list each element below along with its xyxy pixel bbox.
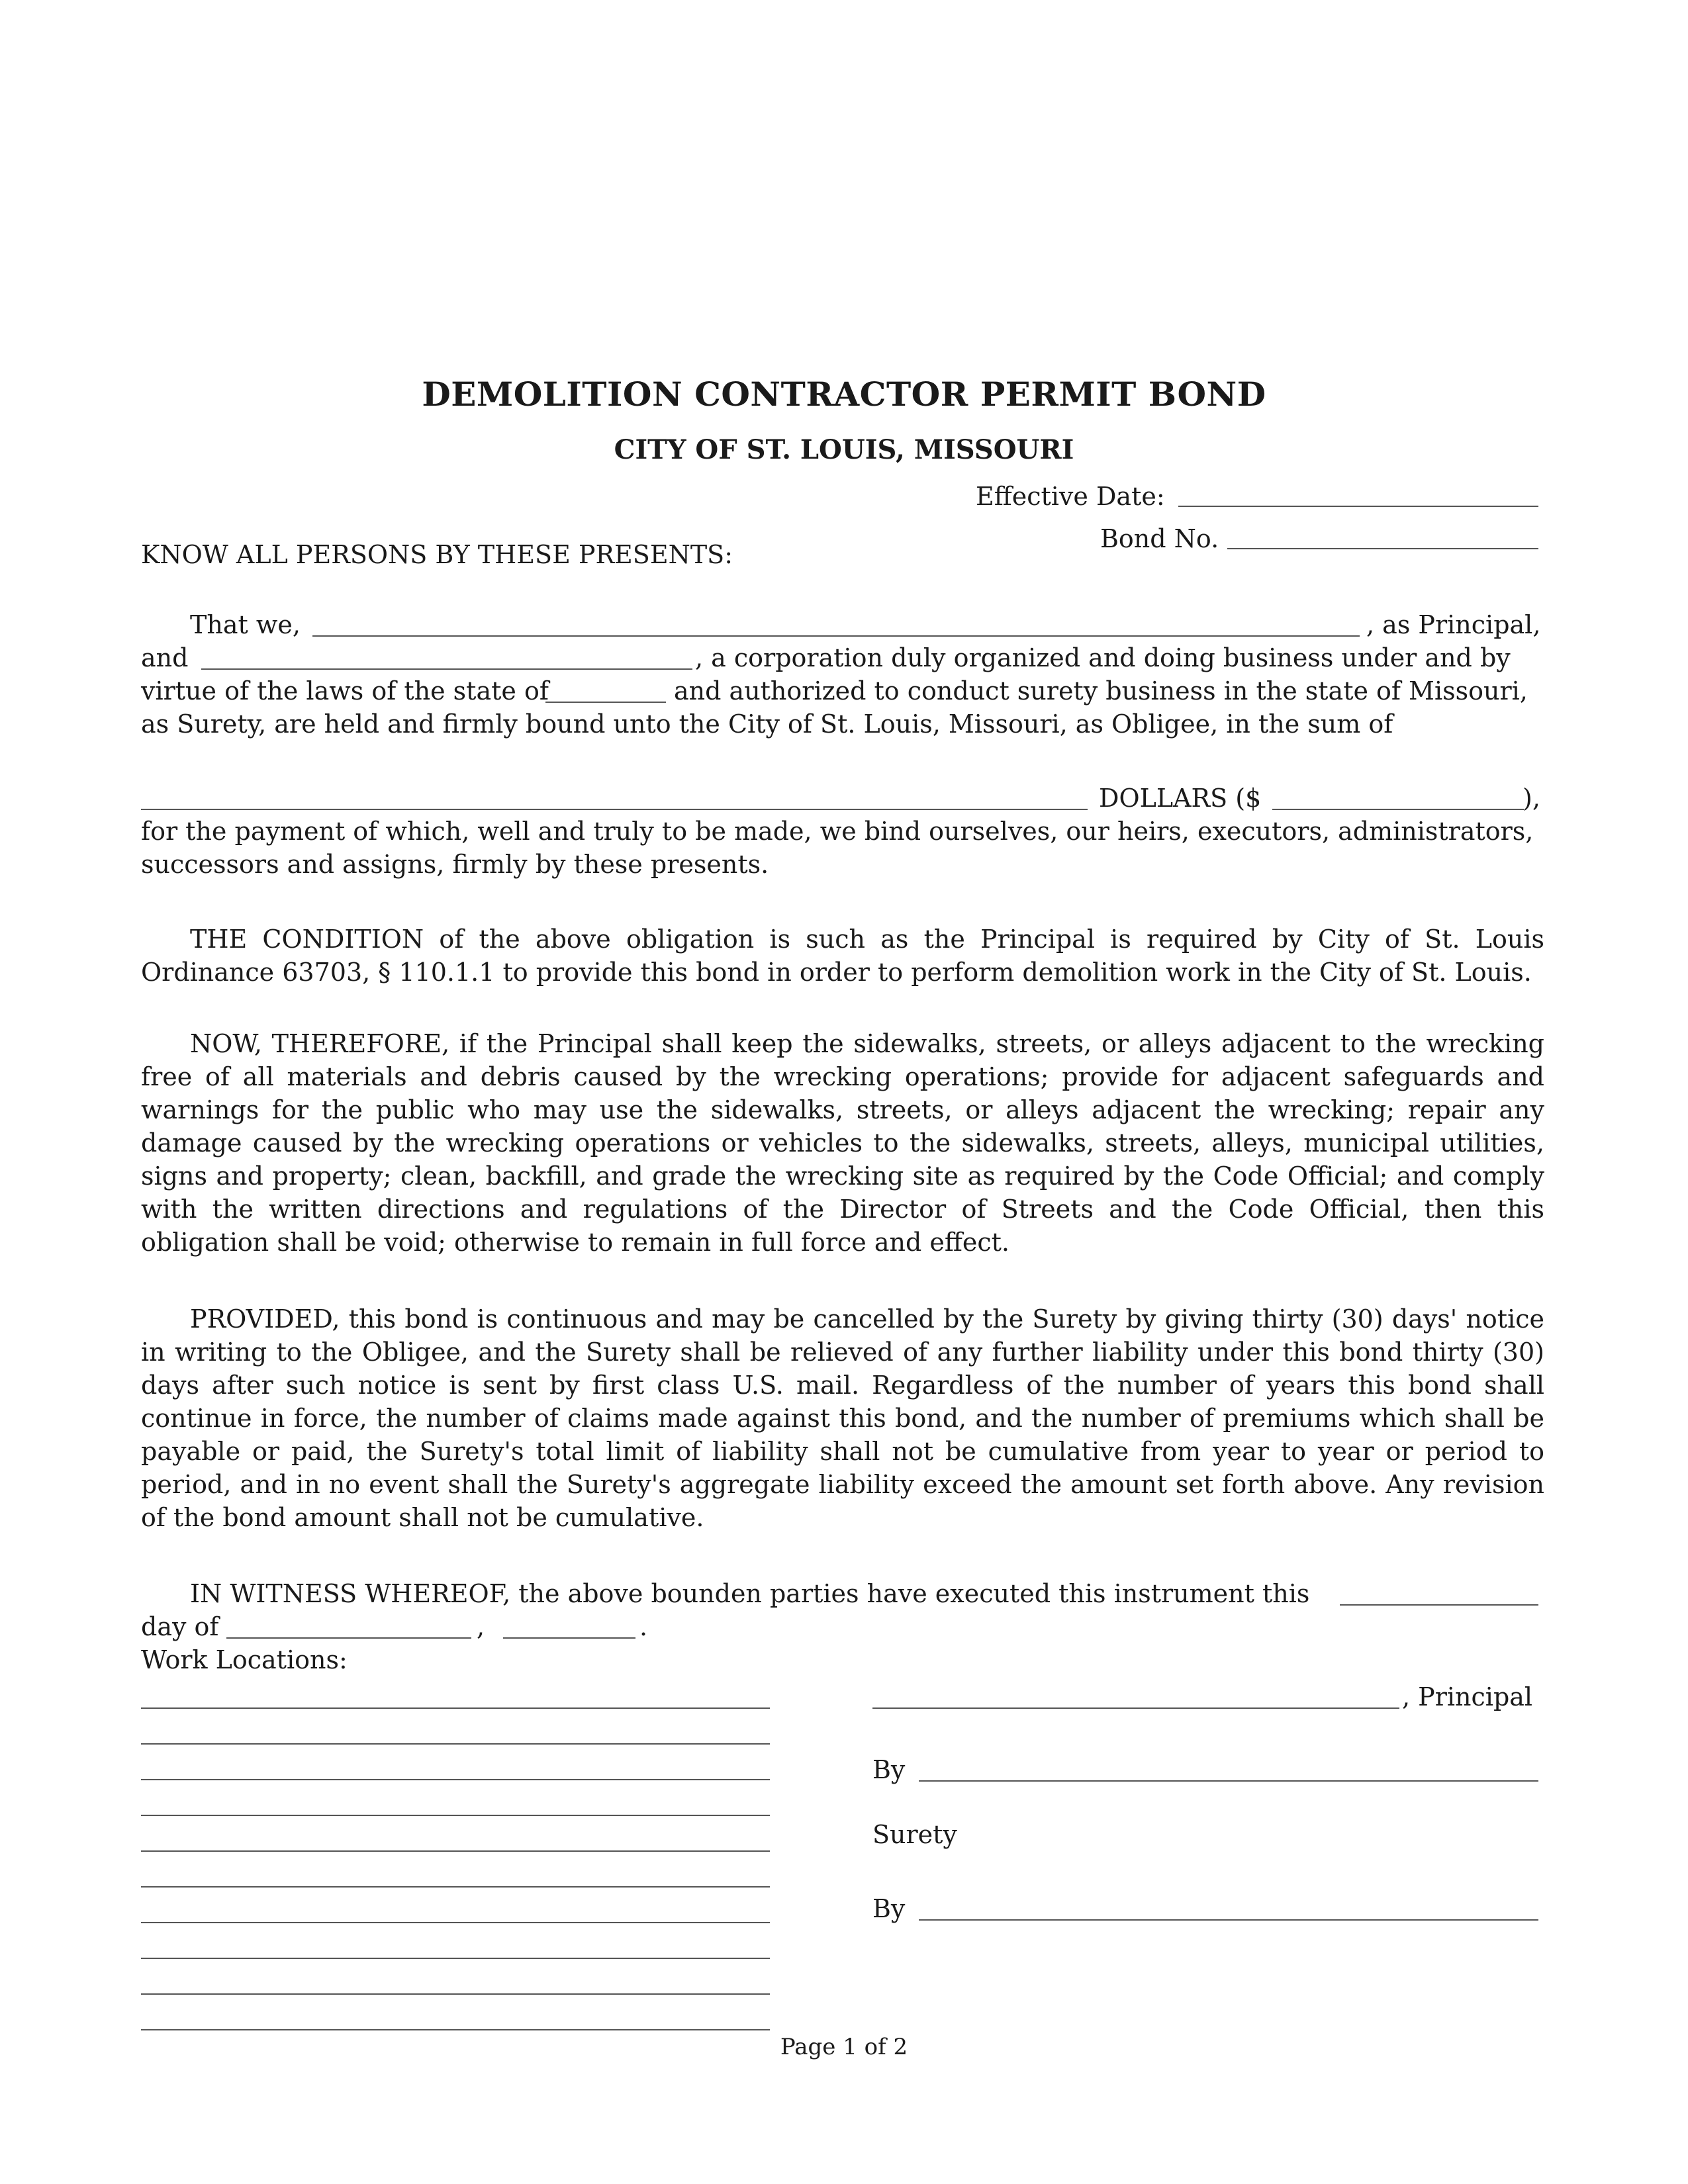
amount-number-field[interactable]	[1272, 809, 1524, 810]
witness-day-field[interactable]	[1340, 1604, 1538, 1606]
page-number: Page 1 of 2	[780, 2034, 908, 2060]
surety-bound-text: as Surety, are held and firmly bound unto the City of St. Louis, Missouri, as Obligee, in the sum of	[141, 709, 1393, 739]
amount-words-field[interactable]	[141, 809, 1088, 810]
authorized-text: and authorized to conduct surety business in the state of Missouri,	[674, 676, 1528, 705]
work-location-line[interactable]	[141, 1886, 770, 1888]
effective-date-field[interactable]	[1178, 506, 1538, 507]
bond-no-field[interactable]	[1227, 548, 1538, 549]
witness-month-field[interactable]	[226, 1637, 471, 1639]
work-location-line[interactable]	[141, 1743, 770, 1745]
day-of-label: day of	[141, 1612, 219, 1641]
principal-signature-label: , Principal	[1402, 1682, 1533, 1711]
work-location-line[interactable]	[141, 1958, 770, 1959]
dollars-label: DOLLARS ($	[1099, 784, 1262, 813]
document-subtitle: CITY OF ST. LOUIS, MISSOURI	[614, 434, 1074, 465]
payment-text: for the payment of which, well and truly to be made, we bind ourselves, our heirs, executors, administrators,	[141, 817, 1534, 846]
and-label: and	[141, 643, 189, 672]
virtue-label: virtue of the laws of the state of	[141, 676, 549, 705]
work-location-line[interactable]	[141, 1850, 770, 1852]
effective-date-label: Effective Date:	[976, 482, 1165, 511]
surety-name-field[interactable]	[201, 668, 692, 670]
condition-paragraph: THE CONDITION of the above obligation is such as the Principal is required by City of St. Louis Ordinance 63703, § 110.1.1 to provide this bond in order to perform demolition work in the City of St. Louis.	[141, 925, 1544, 987]
by-label-surety: By	[872, 1894, 906, 1923]
as-principal-label: , as Principal,	[1366, 610, 1541, 639]
principal-by-signature-line[interactable]	[919, 1780, 1538, 1782]
work-location-line[interactable]	[141, 1815, 770, 1816]
document-title: DEMOLITION CONTRACTOR PERMIT BOND	[422, 375, 1266, 414]
witness-period: .	[639, 1612, 648, 1641]
know-all-heading: KNOW ALL PERSONS BY THESE PRESENTS:	[141, 540, 733, 569]
work-location-line[interactable]	[141, 1779, 770, 1780]
surety-label: Surety	[872, 1820, 957, 1849]
work-location-line[interactable]	[141, 2029, 770, 2030]
work-location-line[interactable]	[141, 1993, 770, 1995]
corporation-text: , a corporation duly organized and doing business under and by	[695, 643, 1511, 672]
principal-signature-line[interactable]	[872, 1707, 1399, 1709]
bond-no-label: Bond No.	[1100, 524, 1219, 553]
witness-text: IN WITNESS WHEREOF, the above bounden parties have executed this instrument this	[190, 1579, 1310, 1608]
by-label-principal: By	[872, 1755, 906, 1784]
principal-name-field[interactable]	[312, 635, 1360, 637]
surety-by-signature-line[interactable]	[919, 1919, 1538, 1921]
that-we-label: That we,	[190, 610, 301, 639]
state-field[interactable]	[545, 702, 666, 703]
close-paren: ),	[1523, 784, 1540, 813]
now-therefore-paragraph: NOW, THEREFORE, if the Principal shall keep the sidewalks, streets, or alleys adjacent to the wrecking free of all materials and debris caused by the wrecking operations; provide for adjacent safeguards and warnings for the public who may use the sidewalks, streets, or alleys adjacent the wrecking; repair any damage caused by the wrecking operations or vehicles to the sidewalks, streets, alleys, municipal utilities, signs and property; clean, backfill, and grade the wrecking site as required by the Code Official; and comply with the written directions and regulations of the Director of Streets and the Code Official, then this obligation shall be void; otherwise to remain in full force and effect.	[141, 1029, 1544, 1257]
witness-year-field[interactable]	[503, 1637, 635, 1639]
work-locations-label: Work Locations:	[141, 1645, 348, 1674]
successors-text: successors and assigns, firmly by these presents.	[141, 850, 769, 879]
witness-comma: ,	[477, 1612, 485, 1641]
work-location-line[interactable]	[141, 1707, 770, 1709]
work-location-line[interactable]	[141, 1922, 770, 1923]
provided-paragraph: PROVIDED, this bond is continuous and may be cancelled by the Surety by giving thirty (30) days' notice in writing to the Obligee, and the Surety shall be relieved of any further liability under this bond thirty (30) days after such notice is sent by first class U.S. mail. Regardless of the number of years this bond shall continue in force, the number of claims made against this bond, and the number of premiums which shall be payable or paid, the Surety's total limit of liability shall not be cumulative from year to year or period to period, and in no event shall the Surety's aggregate liability exceed the amount set forth above. Any revision of the bond amount shall not be cumulative.	[141, 1304, 1544, 1532]
